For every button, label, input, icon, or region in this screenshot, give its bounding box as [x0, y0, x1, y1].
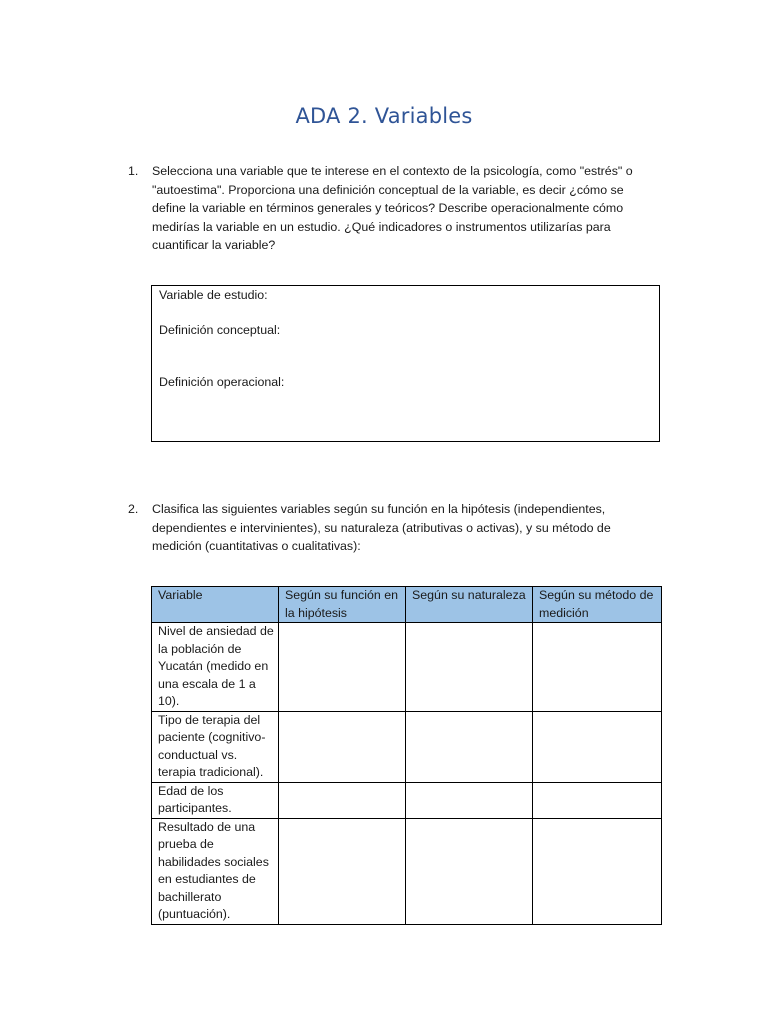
variable-cell: Edad de los participantes.: [152, 782, 279, 818]
header-measurement: Según su método de medición: [533, 587, 662, 623]
question-text: Selecciona una variable que te interese en el contexto de la psicología, como "estrés" o "autoestima". Proporciona una definición conceptual de la variable, es decir ¿cómo se define la variable en términos generales y teóricos? Describe operacionalmente cómo medirías la variable en un estudio. ¿Qué indicadores o instrumentos utilizarías para cuantificar la variable?: [152, 164, 633, 253]
table-row: [152, 711, 662, 782]
page-title: ADA 2. Variables: [295, 104, 473, 128]
operational-definition-label: Definición operacional:: [159, 375, 285, 389]
nature-cell[interactable]: [406, 711, 533, 782]
header-nature: Según su naturaleza: [406, 587, 533, 623]
variable-label: Variable de estudio:: [159, 288, 268, 302]
measurement-cell[interactable]: [533, 711, 662, 782]
table-header-row: [152, 587, 662, 623]
table-row: [152, 623, 662, 712]
header-variable: Variable: [152, 587, 279, 623]
nature-cell[interactable]: [406, 818, 533, 924]
measurement-cell[interactable]: [533, 818, 662, 924]
variable-cell: Tipo de terapia del paciente (cognitivo-conductual vs. terapia tradicional).: [152, 711, 279, 782]
header-function: Según su función en la hipótesis: [279, 587, 406, 623]
question-text: Clasifica las siguientes variables según su función en la hipótesis (independientes, dependientes e intervinientes), su naturaleza (atributivas o activas), y su método de medición (cuantitativas o cualitativas):: [152, 502, 611, 554]
variable-cell: Nivel de ansiedad de la población de Yucatán (medido en una escala de 1 a 10).: [152, 623, 279, 712]
question-number: 1.: [128, 164, 139, 178]
measurement-cell[interactable]: [533, 623, 662, 712]
table-row: [152, 782, 662, 818]
function-cell[interactable]: [279, 782, 406, 818]
question-2: [128, 500, 648, 556]
function-cell[interactable]: [279, 623, 406, 712]
conceptual-definition-label: Definición conceptual:: [159, 323, 281, 337]
variable-cell: Resultado de una prueba de habilidades sociales en estudiantes de bachillerato (puntuación).: [152, 818, 279, 924]
function-cell[interactable]: [279, 818, 406, 924]
measurement-cell[interactable]: [533, 782, 662, 818]
nature-cell[interactable]: [406, 623, 533, 712]
answer-box: [151, 285, 660, 442]
nature-cell[interactable]: [406, 782, 533, 818]
table-row: [152, 818, 662, 924]
question-number: 2.: [128, 502, 139, 516]
question-1: [128, 162, 648, 255]
classification-table: [151, 586, 662, 925]
function-cell[interactable]: [279, 711, 406, 782]
